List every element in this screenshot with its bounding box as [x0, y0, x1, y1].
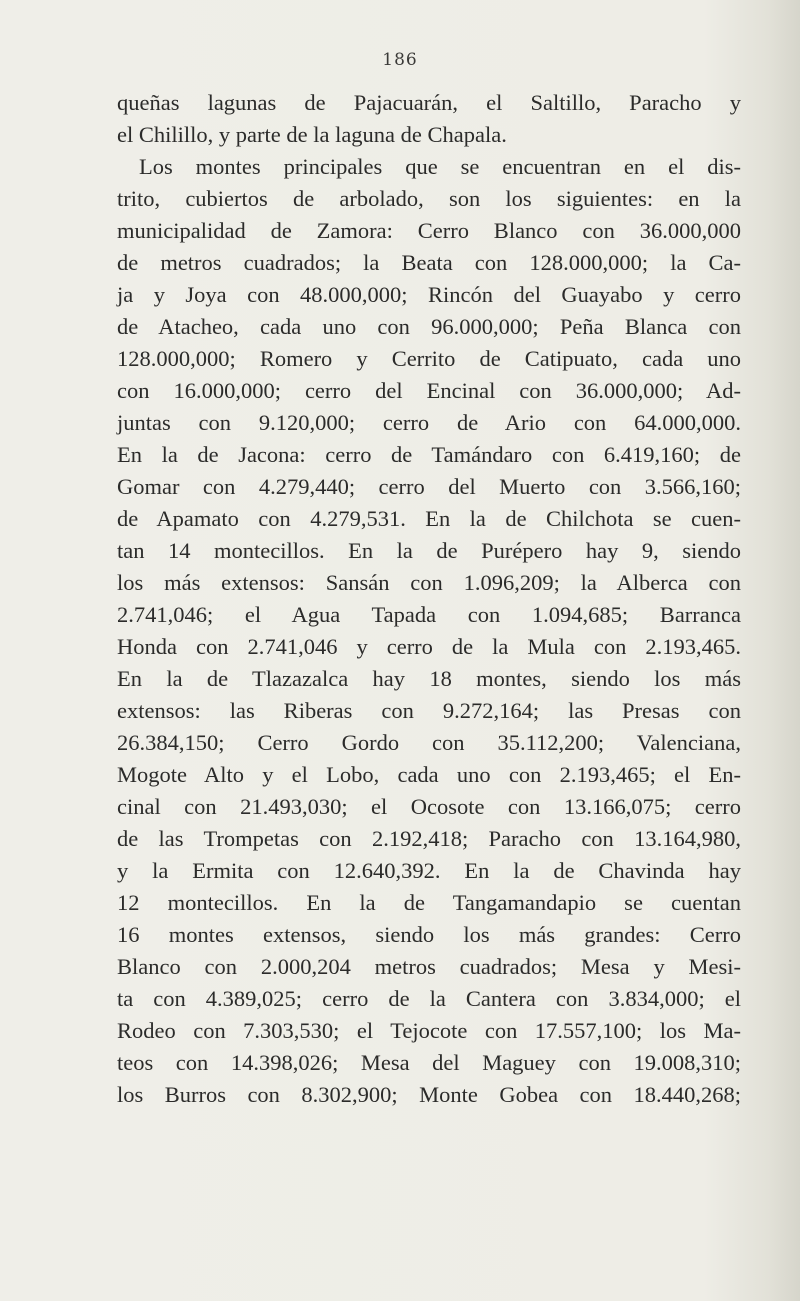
text-line: 2.741,046; el Agua Tapada con 1.094,685; Barranca: [117, 602, 741, 627]
text-line: tan 14 montecillos. En la de Purépero hay 9, siendo: [117, 538, 741, 563]
text-line: ta con 4.389,025; cerro de la Cantera con 3.834,000; el: [117, 986, 741, 1011]
text-line: En la de Jacona: cerro de Tamándaro con 6.419,160; de: [117, 442, 741, 467]
text-line: Honda con 2.741,046 y cerro de la Mula con 2.193,465.: [117, 634, 741, 659]
text-line: los Burros con 8.302,900; Monte Gobea con 18.440,268;: [117, 1082, 741, 1107]
text-line: En la de Tlazazalca hay 18 montes, siendo los más: [117, 666, 741, 691]
text-line: Mogote Alto y el Lobo, cada uno con 2.193,465; el En-: [117, 762, 741, 787]
text-line: de metros cuadrados; la Beata con 128.000,000; la Ca-: [117, 250, 741, 275]
text-line: queñas lagunas de Pajacuarán, el Saltillo, Paracho y: [117, 90, 741, 115]
text-line: 12 montecillos. En la de Tangamandapio se cuentan: [117, 890, 741, 915]
text-line: extensos: las Riberas con 9.272,164; las Presas con: [117, 698, 741, 723]
text-line: 16 montes extensos, siendo los más grandes: Cerro: [117, 922, 741, 947]
text-line: 26.384,150; Cerro Gordo con 35.112,200; Valenciana,: [117, 730, 741, 755]
text-line: teos con 14.398,026; Mesa del Maguey con 19.008,310;: [117, 1050, 741, 1075]
text-line: Los montes principales que se encuentran en el dis-: [139, 154, 741, 179]
text-line: Rodeo con 7.303,530; el Tejocote con 17.557,100; los Ma-: [117, 1018, 741, 1043]
text-line: de las Trompetas con 2.192,418; Paracho con 13.164,980,: [117, 826, 741, 851]
text-line: el Chilillo, y parte de la laguna de Chapala.: [117, 122, 507, 147]
text-line: municipalidad de Zamora: Cerro Blanco con 36.000,000: [117, 218, 741, 243]
text-line: Gomar con 4.279,440; cerro del Muerto con 3.566,160;: [117, 474, 741, 499]
text-line: ja y Joya con 48.000,000; Rincón del Guayabo y cerro: [117, 282, 741, 307]
text-line: de Apamato con 4.279,531. En la de Chilchota se cuen-: [117, 506, 741, 531]
text-line: de Atacheo, cada uno con 96.000,000; Peña Blanca con: [117, 314, 741, 339]
body-text: [117, 87, 741, 1111]
text-line: trito, cubiertos de arbolado, son los siguientes: en la: [117, 186, 741, 211]
text-line: 128.000,000; Romero y Cerrito de Catipuato, cada uno: [117, 346, 741, 371]
text-line: con 16.000,000; cerro del Encinal con 36.000,000; Ad-: [117, 378, 741, 403]
text-line: Blanco con 2.000,204 metros cuadrados; Mesa y Mesi-: [117, 954, 741, 979]
text-line: juntas con 9.120,000; cerro de Ario con 64.000,000.: [117, 410, 741, 435]
text-line: y la Ermita con 12.640,392. En la de Chavinda hay: [117, 858, 741, 883]
text-line: los más extensos: Sansán con 1.096,209; la Alberca con: [117, 570, 741, 595]
page-number: 186: [382, 50, 418, 70]
text-line: cinal con 21.493,030; el Ocosote con 13.166,075; cerro: [117, 794, 741, 819]
